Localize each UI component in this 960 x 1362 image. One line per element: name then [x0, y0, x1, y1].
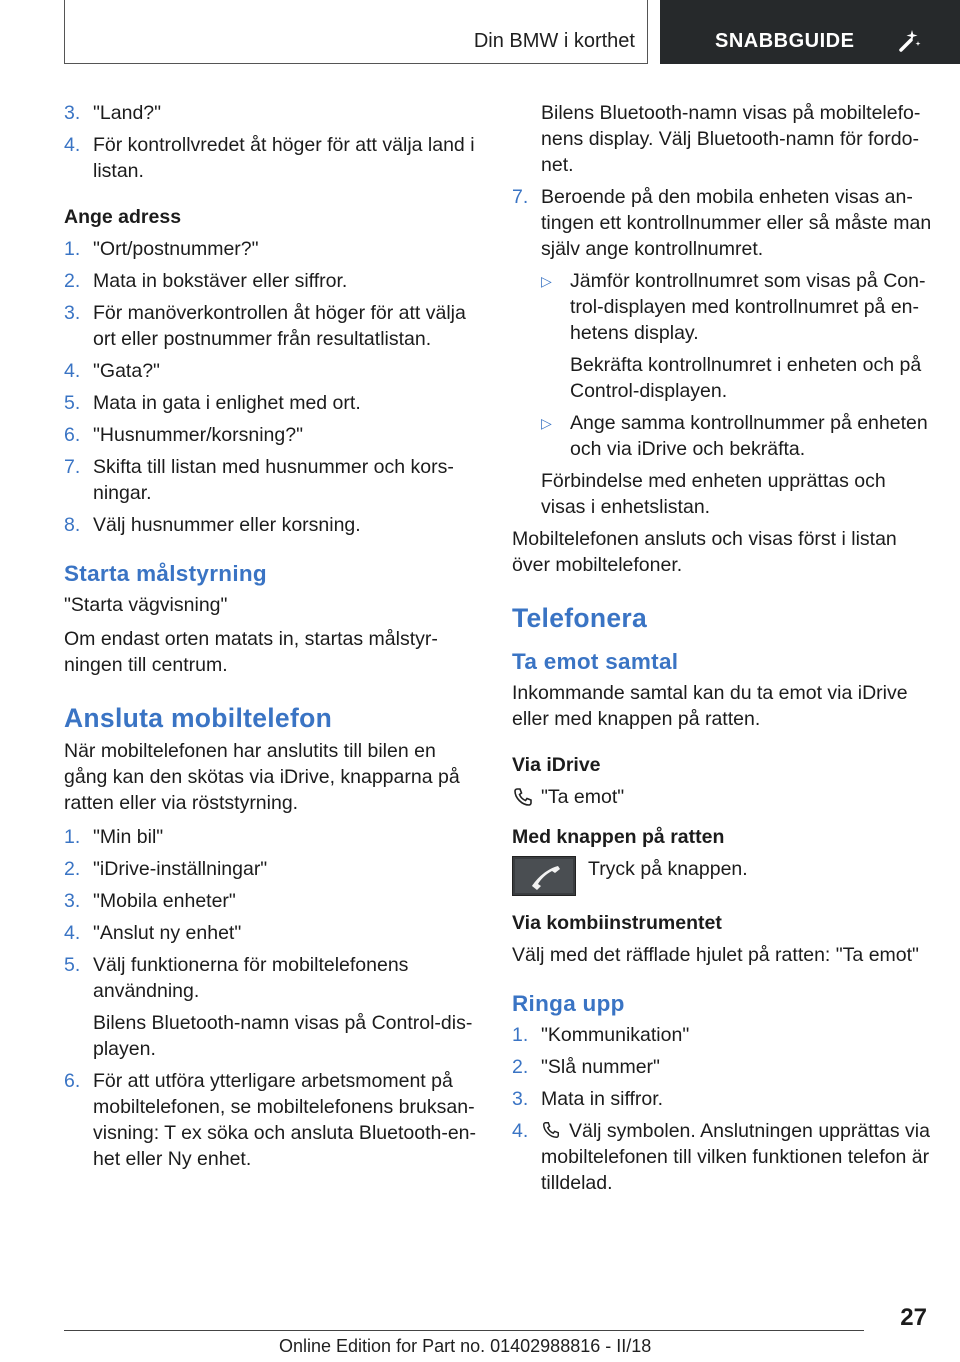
list-item: [512, 1054, 932, 1080]
list-item: [64, 920, 478, 946]
list-item: [64, 888, 478, 914]
list-item: [64, 132, 478, 184]
list-continuation: Bilens Bluetooth-namn visas på Control-displayen.: [93, 1012, 473, 1060]
list-text: "Gata?": [93, 360, 160, 382]
accept-call-line: [512, 784, 932, 810]
footer-edition: Online Edition for Part no. 01402988816 - II/18: [279, 1336, 652, 1356]
list-item: [512, 1118, 932, 1196]
sub-list-text: Ange samma kontrollnummer på enheten och via iDrive och bekräfta.: [570, 412, 928, 460]
list-text: För att utföra ytterligare arbetsmoment på mobiltelefonen, se mobiltelefonens bruksanvisning: T ex söka och ansluta Bluetooth-enhet eller Ny enhet.: [93, 1070, 477, 1170]
list-item: [64, 856, 478, 882]
list-text: "Anslut ny enhet": [93, 922, 242, 944]
list-text: "Mobila enheter": [93, 890, 236, 912]
list-number: 3.: [64, 890, 81, 912]
list-item: [64, 1068, 478, 1172]
guidance-paragraph: "Starta vägvisning": [64, 594, 228, 616]
list-text: Skifta till listan med husnummer och korsningar.: [93, 456, 454, 504]
page-number: 27: [900, 1304, 927, 1331]
list-item: [512, 184, 932, 262]
list-text: "Min bil": [93, 826, 164, 848]
dial-item-4-text: Välj symbolen. Anslutningen upprättas via mobiltelefonen till vilken funktionen telefon är tilldelad.: [541, 1120, 930, 1194]
list-number: 5.: [64, 954, 81, 976]
list-item: [64, 422, 478, 448]
receive-heading: Ta emot samtal: [512, 649, 679, 674]
list-text: "iDrive-inställningar": [93, 858, 268, 880]
guidance-heading: Starta målstyrning: [64, 561, 267, 586]
list-number: 4.: [64, 922, 81, 944]
header-left-tab: [64, 0, 648, 64]
list-item: [64, 390, 478, 416]
phone-icon: [541, 1120, 561, 1140]
list-number: 2.: [64, 270, 81, 292]
cluster-heading: Via kombiinstrumentet: [512, 912, 722, 934]
list-text: För manöverkontrollen åt höger för att välja ort eller postnummer från resultatlistan.: [93, 302, 466, 350]
list-text: Mata in siffror.: [541, 1088, 664, 1110]
list-item: [64, 358, 478, 384]
list-number: 1.: [512, 1024, 529, 1046]
list-text: [541, 1118, 932, 1196]
list-number: 5.: [64, 392, 81, 414]
list-number: 4.: [64, 134, 81, 156]
phone-icon: [512, 786, 534, 808]
call-heading: Telefonera: [512, 603, 648, 633]
list-text: Beroende på den mobila enheten visas antingen ett kontrollnummer eller så måste man själv ange kontrollnumret.: [541, 186, 932, 260]
wand-sparkle-icon: [895, 28, 921, 54]
connect-paragraph: När mobiltelefonen har anslutits till bilen en gång kan den skötas via iDrive, knapparna på ratten eller via röststyrning.: [64, 740, 460, 814]
triangle-bullet-icon: ▷: [541, 415, 552, 431]
sub-list-item: [541, 410, 932, 462]
list-text: Mata in gata i enlighet med ort.: [93, 392, 361, 414]
left-column: [64, 100, 478, 1178]
list-number: 3.: [512, 1088, 529, 1110]
header-right-title: SNABBGUIDE: [715, 30, 855, 52]
list-item: [64, 512, 478, 538]
list-text: Välj husnummer eller korsning.: [93, 514, 361, 536]
list-text: "Husnummer/korsning?": [93, 424, 304, 446]
list-number: 4.: [64, 360, 81, 382]
sub-list-text: Jämför kontrollnumret som visas på Control-displayen med kontrollnumret på enhetens display.: [570, 270, 926, 344]
list-number: 2.: [512, 1056, 529, 1078]
footer-divider: [64, 1330, 864, 1331]
list-item: [64, 300, 478, 352]
header-right-tab: [660, 0, 960, 64]
list-number: 6.: [64, 1070, 81, 1092]
list-text: "Land?": [93, 102, 162, 124]
receive-paragraph: Inkommande samtal kan du ta emot via iDrive eller med knappen på ratten.: [512, 682, 908, 730]
press-button-text: Tryck på knappen.: [588, 858, 748, 880]
connect-heading: Ansluta mobiltelefon: [64, 703, 333, 733]
list-item: [64, 824, 478, 850]
listed-paragraph: Mobiltelefonen ansluts och visas först i listan över mobiltelefoner.: [512, 528, 897, 576]
list-item: [64, 454, 478, 506]
steering-button-row: [512, 856, 932, 896]
list-text: Välj funktionerna för mobiltelefonens användning.: [93, 954, 409, 1002]
triangle-bullet-icon: ▷: [541, 273, 552, 289]
accept-call-text: "Ta emot": [541, 786, 625, 808]
sub-list-item: [541, 268, 932, 346]
list-number: 8.: [64, 514, 81, 536]
list-item: [64, 236, 478, 262]
list-number: 7.: [64, 456, 81, 478]
list-continuation: Bilens Bluetooth-namn visas på mobiltelefonens display. Välj Bluetooth-namn för fordonet.: [541, 102, 921, 176]
steering-button-heading: Med knappen på ratten: [512, 826, 725, 848]
list-text: För kontrollvredet åt höger för att välja land i listan.: [93, 134, 475, 182]
steering-phone-button-icon: [512, 856, 576, 896]
list-item: [64, 268, 478, 294]
list-continuation: Förbindelse med enheten upprättas och visas i enhetslistan.: [541, 470, 886, 518]
via-idrive-heading: Via iDrive: [512, 754, 601, 776]
cluster-paragraph: Välj med det räfflade hjulet på ratten: "Ta emot": [512, 944, 919, 966]
address-heading: Ange adress: [64, 206, 182, 228]
list-item: [64, 100, 478, 126]
list-number: 2.: [64, 858, 81, 880]
list-number: 1.: [64, 238, 81, 260]
list-item: [64, 952, 478, 1004]
list-number: 7.: [512, 186, 529, 208]
list-text: "Slå nummer": [541, 1056, 660, 1078]
dial-heading: Ringa upp: [512, 991, 625, 1016]
list-item: [512, 1086, 932, 1112]
list-number: 3.: [64, 302, 81, 324]
header-left-title: Din BMW i korthet: [473, 30, 635, 52]
list-number: 6.: [64, 424, 81, 446]
sub-list-continuation: Bekräfta kontrollnumret i enheten och på Control-displayen.: [570, 354, 922, 402]
right-column: [512, 100, 932, 1202]
list-item: [512, 1022, 932, 1048]
list-number: 4.: [512, 1120, 529, 1142]
list-text: Mata in bokstäver eller siffror.: [93, 270, 348, 292]
list-text: "Ort/postnummer?": [93, 238, 259, 260]
guidance-paragraph: Om endast orten matats in, startas målstyrningen till centrum.: [64, 628, 438, 676]
list-text: "Kommunikation": [541, 1024, 690, 1046]
list-number: 1.: [64, 826, 81, 848]
list-number: 3.: [64, 102, 81, 124]
